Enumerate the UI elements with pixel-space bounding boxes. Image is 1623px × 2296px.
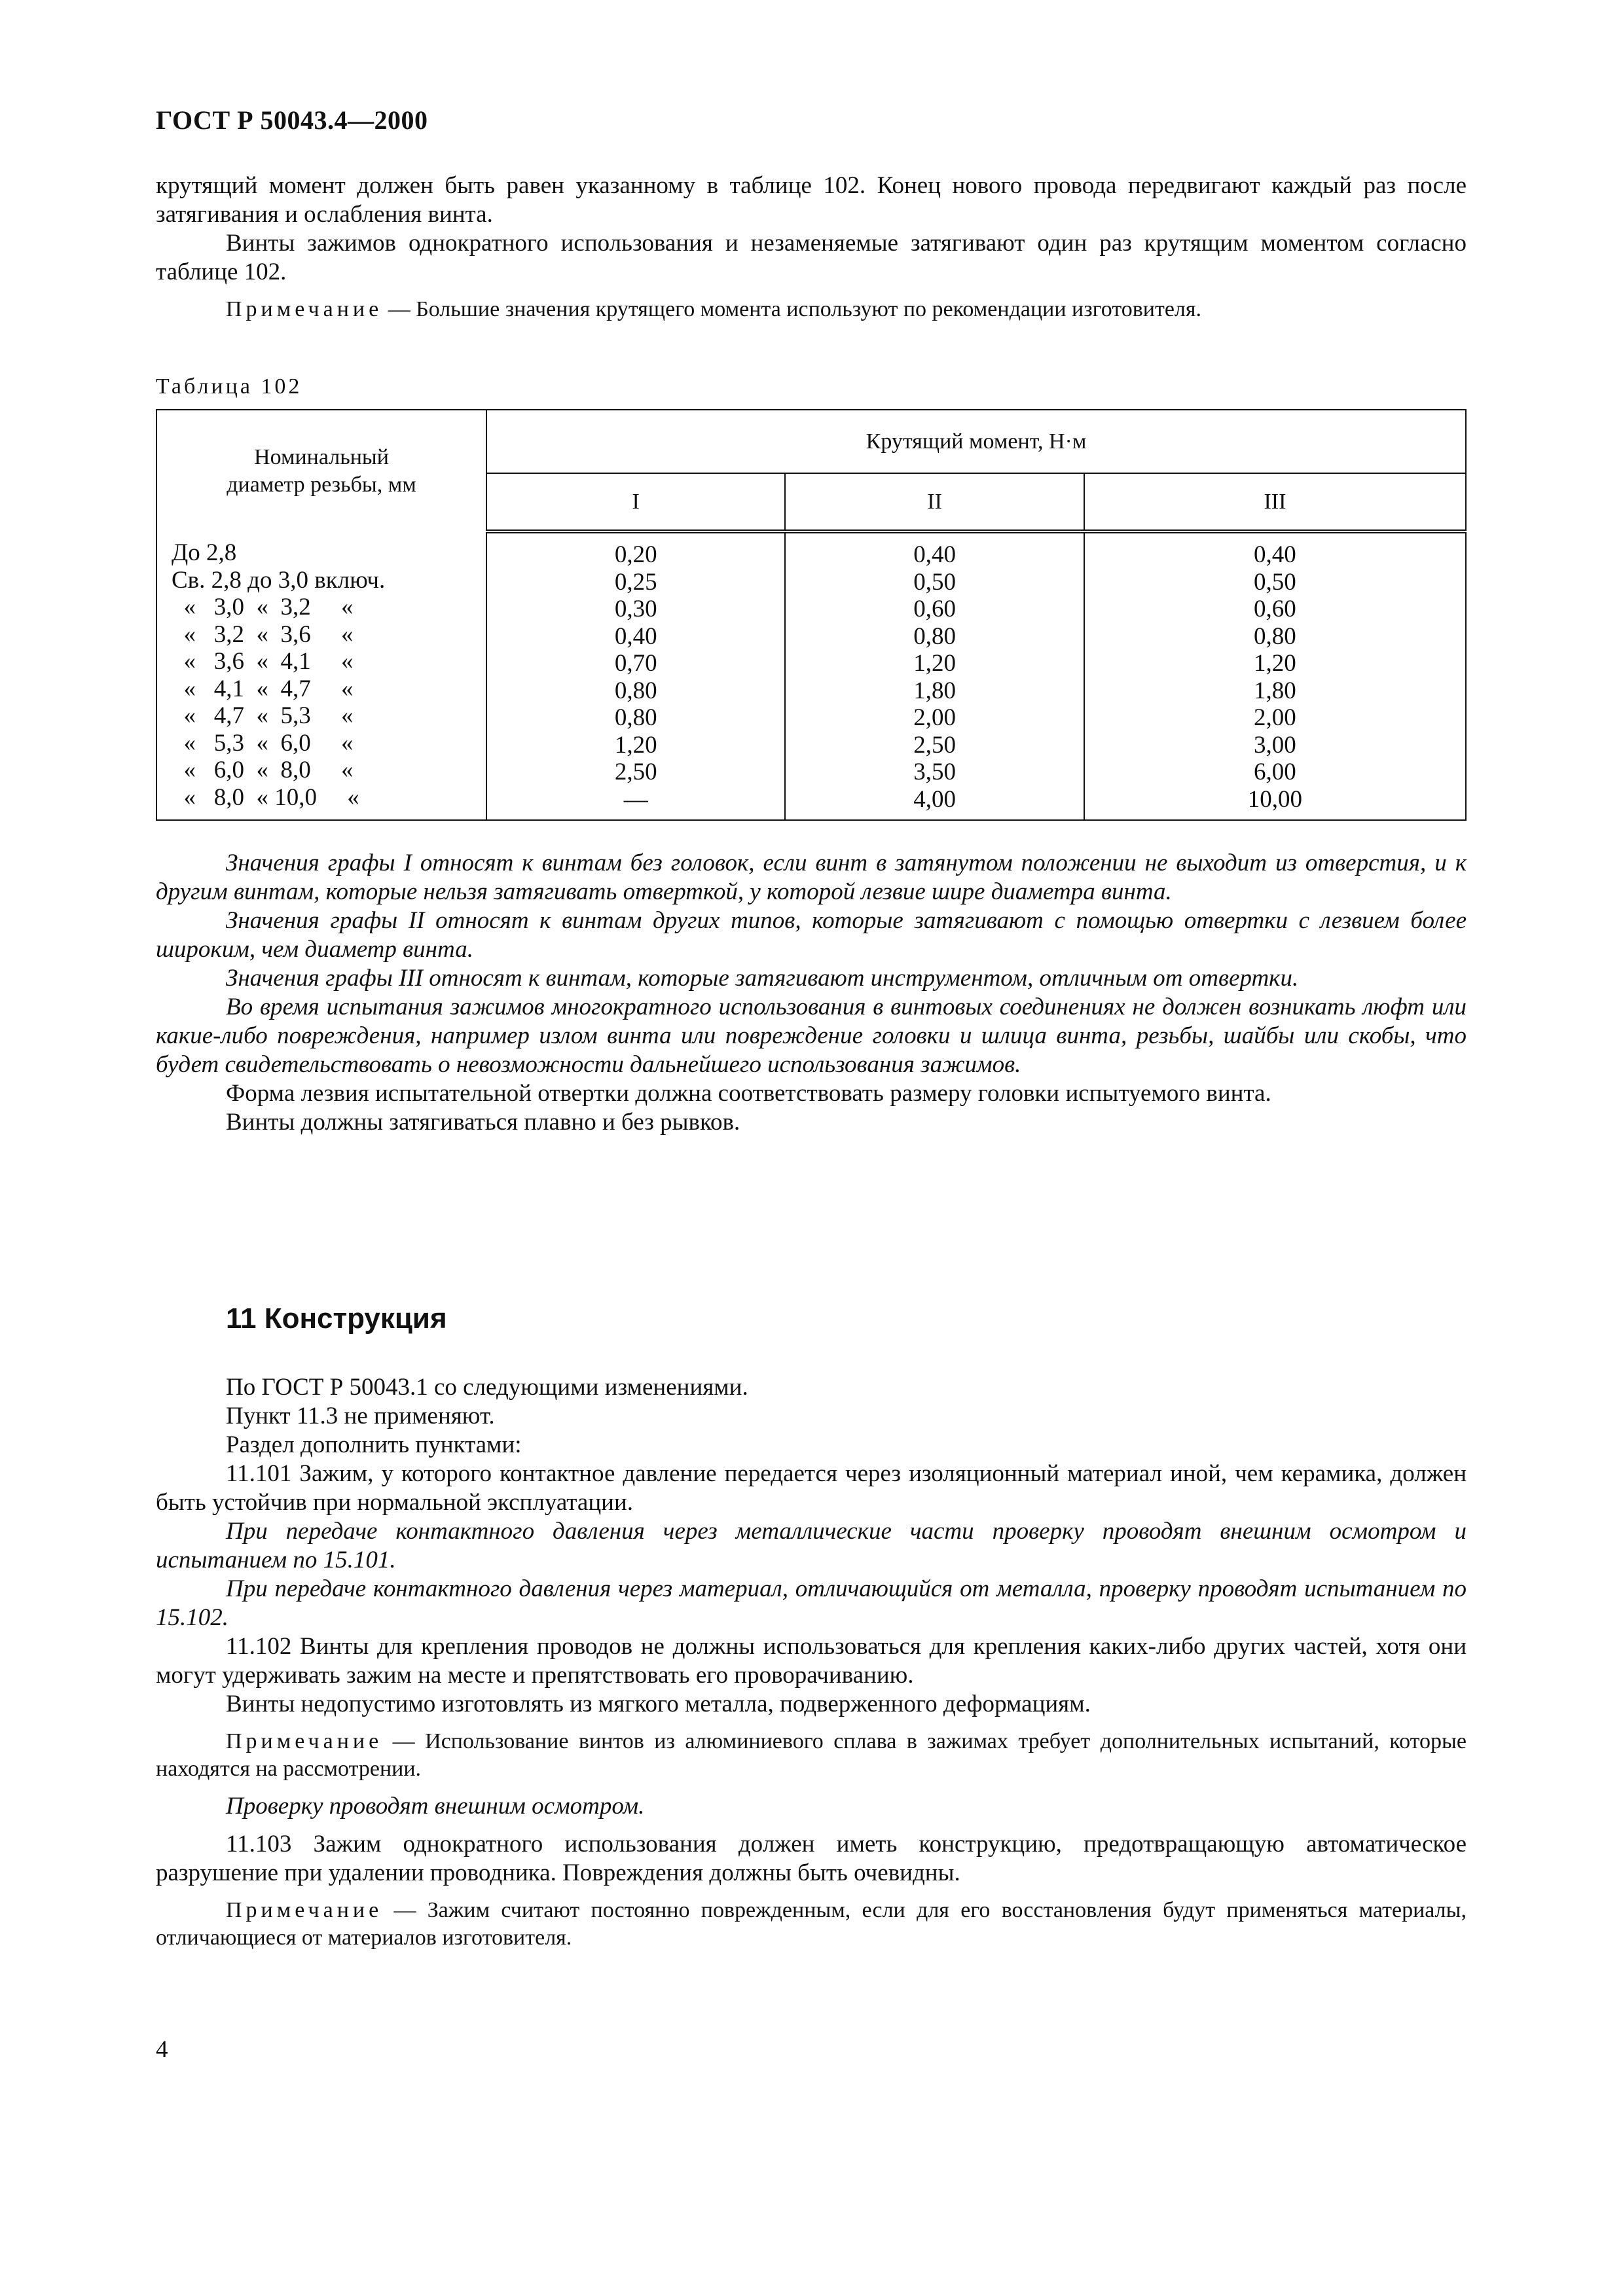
section-paragraph: По ГОСТ Р 50043.1 со следующими изменениями. <box>226 1374 748 1401</box>
document-header: ГОСТ Р 50043.4—2000 <box>156 105 428 135</box>
table-cell: 0,25 <box>614 568 657 596</box>
table-cell: 0,80 <box>913 622 956 650</box>
column-header-diameter <box>156 410 486 531</box>
table-cell: 0,60 <box>913 596 956 622</box>
torque-column-i <box>486 531 785 820</box>
table-cell: 2,00 <box>913 704 956 731</box>
reuse-test-note: Во время испытания зажимов многократного использования в винтовых соединениях не должен возникать люфт или какие-либо повреждения, например излом винта или повреждение головки и шлица винта, резьбы, шайбы или скобы, что будет свидетельствовать о невозможности дальнейшего использования зажимов. <box>156 994 1467 1078</box>
table-cell: « 3,6 « 4,1 « <box>172 648 354 675</box>
note-label: Примечание <box>226 1729 383 1753</box>
check-note: Проверку проводят внешним осмотром. <box>226 1793 645 1820</box>
torque-table <box>156 409 1467 821</box>
section-heading: 11 Конструкция <box>226 1302 447 1335</box>
note-label: Примечание <box>226 1898 383 1922</box>
tightening-paragraph: Винты должны затягиваться плавно и без рывков. <box>226 1109 740 1136</box>
table-cell: 3,00 <box>1254 731 1296 759</box>
table-cell: 0,40 <box>913 541 956 568</box>
after-table-text <box>156 849 1467 1137</box>
table-cell: 2,00 <box>1254 704 1296 731</box>
section-paragraph: Пункт 11.3 не применяют. <box>226 1403 495 1429</box>
page-number: 4 <box>156 2036 168 2063</box>
table-cell: 2,50 <box>614 759 657 785</box>
table-cell: 1,20 <box>614 731 657 759</box>
table-cell: 10,00 <box>1247 785 1303 813</box>
table-cell: 0,50 <box>913 568 956 596</box>
note-text: — Использование винтов из алюминиевого сплава в зажимах требует дополнительных испытаний, которые находятся на рассмотрении. <box>156 1729 1467 1781</box>
table-cell: 0,80 <box>614 704 657 731</box>
table-cell: 0,40 <box>614 622 657 650</box>
table-cell: 3,50 <box>913 759 956 785</box>
torque-column-iii <box>1084 531 1466 820</box>
diameter-column <box>156 531 486 820</box>
section-note-2 <box>156 1897 1467 1952</box>
intro-note <box>156 296 1467 323</box>
table-cell: « 4,7 « 5,3 « <box>172 702 354 729</box>
table-cell: 0,80 <box>1254 622 1296 650</box>
table-cell: 1,20 <box>1254 650 1296 677</box>
table-cell: 0,40 <box>1254 541 1296 568</box>
table-body-row <box>156 531 1466 820</box>
torque-column-ii <box>785 531 1084 820</box>
table-cell: Св. 2,8 до 3,0 включ. <box>172 566 386 594</box>
column-i-note: Значения графы I относят к винтам без головок, если винт в затянутом положении не выходит из отверстия, и к другим винтам, которые нельзя затягивать отверткой, у которой лезвие шире диаметра винта. <box>156 850 1467 905</box>
table-cell: 0,80 <box>614 677 657 704</box>
check-note: При передаче контактного давления через металлические части проверку проводят внешним осмотром и испытанием по 15.101. <box>156 1518 1467 1573</box>
column-header-iii: III <box>1084 473 1466 531</box>
intro-paragraph-1: крутящий момент должен быть равен указанному в таблице 102. Конец нового провода передвигают каждый раз после затягивания и ослабления винта. <box>156 172 1467 228</box>
table-cell: « 3,2 « 3,6 « <box>172 620 354 648</box>
table-cell: « 4,1 « 4,7 « <box>172 675 354 702</box>
intro-text <box>156 171 1467 323</box>
table-cell: 0,50 <box>1254 568 1296 596</box>
table-cell: 1,80 <box>1254 677 1296 704</box>
clause-11-102: 11.102 Винты для крепления проводов не должны использоваться для крепления каких-либо других частей, хотя они могут удерживать зажим на месте и препятствовать его проворачиванию. <box>156 1633 1467 1689</box>
table-cell: « 6,0 « 8,0 « <box>172 757 354 783</box>
note-label: Примечание <box>226 297 383 321</box>
section-note-1 <box>156 1728 1467 1783</box>
check-note: При передаче контактного давления через материал, отличающийся от металла, проверку проводят испытанием по 15.102. <box>156 1575 1467 1631</box>
note-text: — Большие значения крутящего момента используют по рекомендации изготовителя. <box>382 297 1202 321</box>
column-header-diameter-text: Номинальный диаметр резьбы, мм <box>227 444 416 497</box>
table-caption: Таблица 102 <box>156 374 302 399</box>
table-cell: 2,50 <box>913 731 956 759</box>
table-cell: 1,80 <box>913 677 956 704</box>
table-cell: 0,20 <box>614 541 657 568</box>
clause-11-101: 11.101 Зажим, у которого контактное давление передается через изоляционный материал иной, чем керамика, должен быть устойчив при нормальной эксплуатации. <box>156 1460 1467 1516</box>
column-group-header: Крутящий момент, Н·м <box>486 410 1466 473</box>
note-text: — Зажим считают постоянно поврежденным, если для его восстановления будут применяться материалы, отличающиеся от материалов изготовителя. <box>156 1898 1467 1950</box>
table-cell: До 2,8 <box>172 539 237 566</box>
table-cell: 4,00 <box>913 785 956 813</box>
table-cell: « 3,0 « 3,2 « <box>172 594 354 620</box>
column-header-i: I <box>486 473 785 531</box>
table-cell: 0,70 <box>614 650 657 677</box>
table-cell: 0,60 <box>1254 596 1296 622</box>
table-cell: « 5,3 « 6,0 « <box>172 729 354 757</box>
section-paragraph: Раздел дополнить пунктами: <box>226 1431 522 1458</box>
table-cell: 6,00 <box>1254 759 1296 785</box>
section-paragraph: Винты недопустимо изготовлять из мягкого металла, подверженного деформациям. <box>226 1691 1091 1717</box>
table-cell: 0,30 <box>614 596 657 622</box>
intro-paragraph-2: Винты зажимов однократного использования и незаменяемые затягивают один раз крутящим моментом согласно таблице 102. <box>156 230 1467 285</box>
table-cell: « 8,0 « 10,0 « <box>172 783 359 811</box>
screwdriver-paragraph: Форма лезвия испытательной отвертки должна соответствовать размеру головки испытуемого винта. <box>226 1080 1271 1107</box>
table-cell: 1,20 <box>913 650 956 677</box>
column-ii-note: Значения графы II относят к винтам других типов, которые затягивают с помощью отвертки с лезвием более широким, чем диаметр винта. <box>156 907 1467 963</box>
clause-11-103: 11.103 Зажим однократного использования должен иметь конструкцию, предотвращающую автоматическое разрушение при удалении проводника. Повреждения должны быть очевидны. <box>156 1831 1467 1886</box>
column-iii-note: Значения графы III относят к винтам, которые затягивают инструментом, отличным от отвертки. <box>226 965 1299 992</box>
section-text <box>156 1373 1467 1952</box>
table-cell: — <box>623 785 648 813</box>
column-header-ii: II <box>785 473 1084 531</box>
